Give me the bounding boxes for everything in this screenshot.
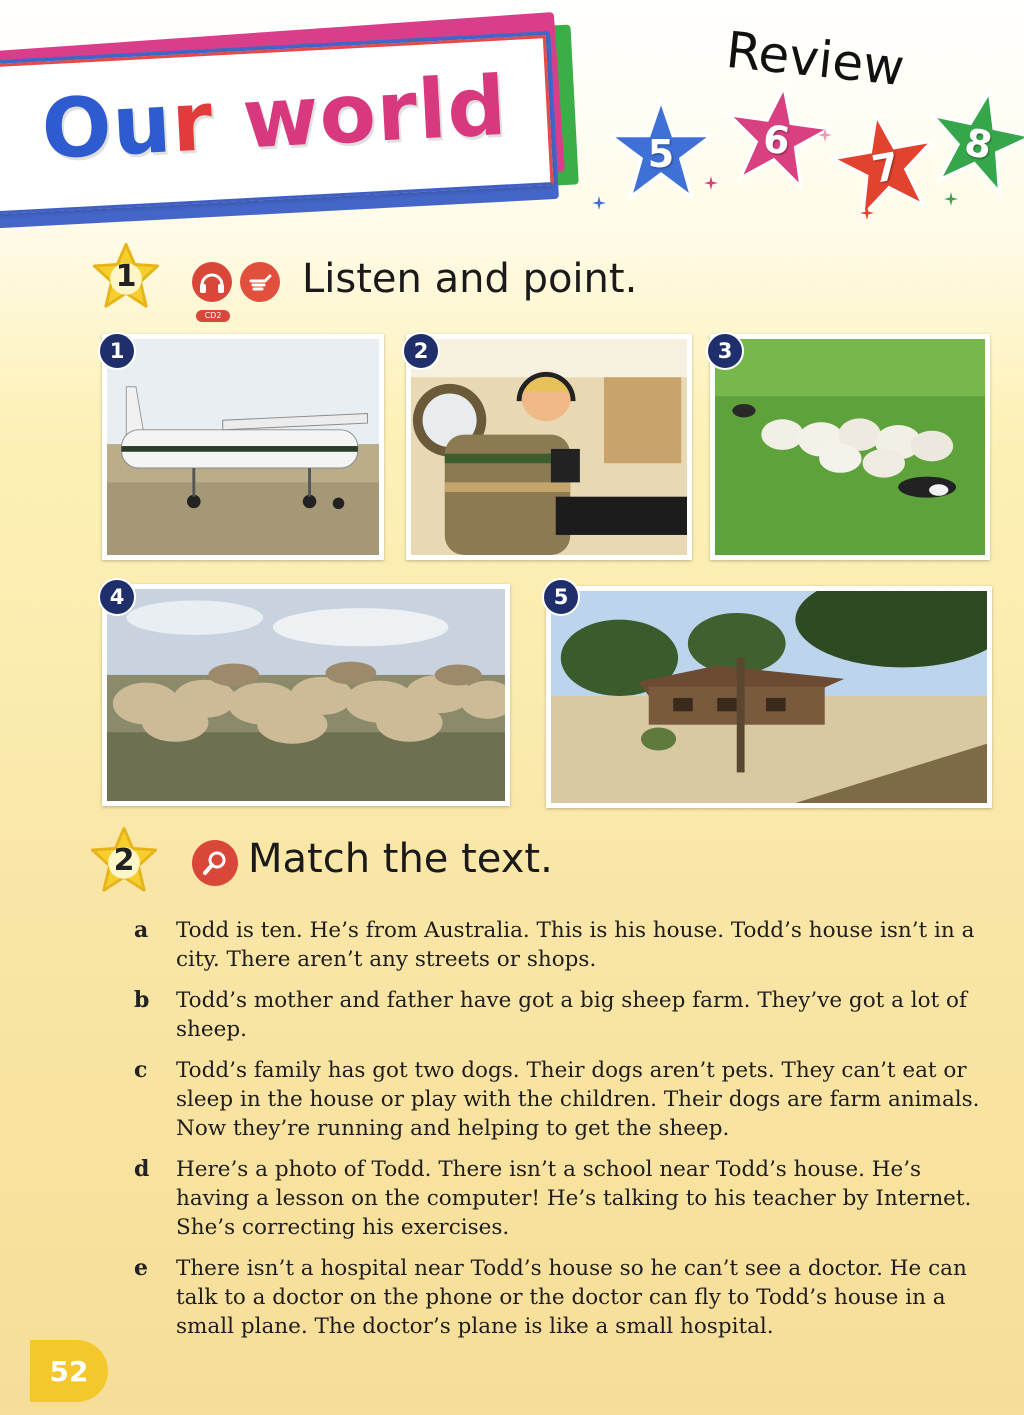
sheep-flock-icon bbox=[107, 589, 505, 801]
item-letter: d bbox=[134, 1156, 150, 1182]
farmhouse-icon bbox=[551, 591, 987, 803]
item-letter: e bbox=[134, 1255, 148, 1281]
photo-number-4: 4 bbox=[98, 578, 136, 616]
point-icon bbox=[240, 262, 280, 302]
boy-computer-icon bbox=[411, 339, 687, 555]
pointing-hand-icon bbox=[245, 267, 275, 297]
audio-track-icon[interactable] bbox=[192, 262, 232, 302]
activity-2-badge: 2 bbox=[88, 824, 160, 896]
list-item bbox=[134, 1155, 994, 1242]
review-label: Review bbox=[723, 20, 907, 98]
list-item bbox=[134, 1056, 994, 1143]
photo-sheepdog bbox=[710, 334, 990, 560]
item-letter: a bbox=[134, 917, 149, 943]
photo-number-2: 2 bbox=[402, 332, 440, 370]
item-letter: b bbox=[134, 987, 150, 1013]
photo-number-1: 1 bbox=[98, 332, 136, 370]
cd-label: CD2 bbox=[196, 310, 230, 322]
sheepdog-icon bbox=[715, 339, 985, 555]
photo-sheep-flock bbox=[102, 584, 510, 806]
activity-1-badge: 1 bbox=[90, 240, 162, 312]
review-star-8[interactable]: 8 bbox=[914, 76, 1024, 206]
sparkle-icon bbox=[818, 128, 832, 142]
list-item bbox=[134, 986, 994, 1044]
review-star-5[interactable]: 5 bbox=[606, 96, 716, 206]
sparkle-icon bbox=[860, 206, 874, 220]
headphones-icon bbox=[197, 267, 227, 297]
activity-2-instruction: Match the text. bbox=[248, 836, 553, 882]
item-letter: c bbox=[134, 1057, 148, 1083]
page-number: 52 bbox=[30, 1340, 108, 1402]
photo-boy-computer bbox=[406, 334, 692, 560]
item-text: There isn’t a hospital near Todd’s house so he can’t see a doctor. He can talk to a doctor on the phone or the doctor can fly to Todd’s house in a small plane. The doctor’s plane is like a small hospital. bbox=[176, 1256, 967, 1339]
item-text: Todd’s mother and father have got a big sheep farm. They’ve got a lot of sheep. bbox=[176, 988, 967, 1042]
sparkle-icon bbox=[704, 176, 718, 190]
item-text: Here’s a photo of Todd. There isn’t a school near Todd’s house. He’s having a lesson on the computer! He’s talking to his teacher by Internet. She’s correcting his exercises. bbox=[176, 1157, 972, 1240]
review-star-7[interactable]: 7 bbox=[821, 101, 948, 228]
item-text: Todd is ten. He’s from Australia. This is his house. Todd’s house isn’t in a city. There aren’t any streets or shops. bbox=[176, 918, 975, 972]
match-text-list bbox=[134, 916, 994, 1353]
review-star-6[interactable]: 6 bbox=[715, 75, 839, 199]
activity-1-instruction: Listen and point. bbox=[302, 256, 638, 302]
item-text: Todd’s family has got two dogs. Their dogs aren’t pets. They can’t eat or sleep in the house or play with the children. Their dogs are farm animals. Now they’re running and helping to get the sheep. bbox=[176, 1058, 980, 1141]
photo-number-5: 5 bbox=[542, 578, 580, 616]
photo-number-3: 3 bbox=[706, 332, 744, 370]
plane-icon bbox=[107, 339, 379, 555]
read-icon bbox=[192, 840, 238, 886]
list-item bbox=[134, 1254, 994, 1341]
sparkle-icon bbox=[944, 192, 958, 206]
photo-farmhouse bbox=[546, 586, 992, 808]
page-title: Our world bbox=[39, 58, 510, 179]
sparkle-icon bbox=[592, 196, 606, 210]
photo-plane bbox=[102, 334, 384, 560]
magnifier-icon bbox=[200, 848, 230, 878]
list-item bbox=[134, 916, 994, 974]
